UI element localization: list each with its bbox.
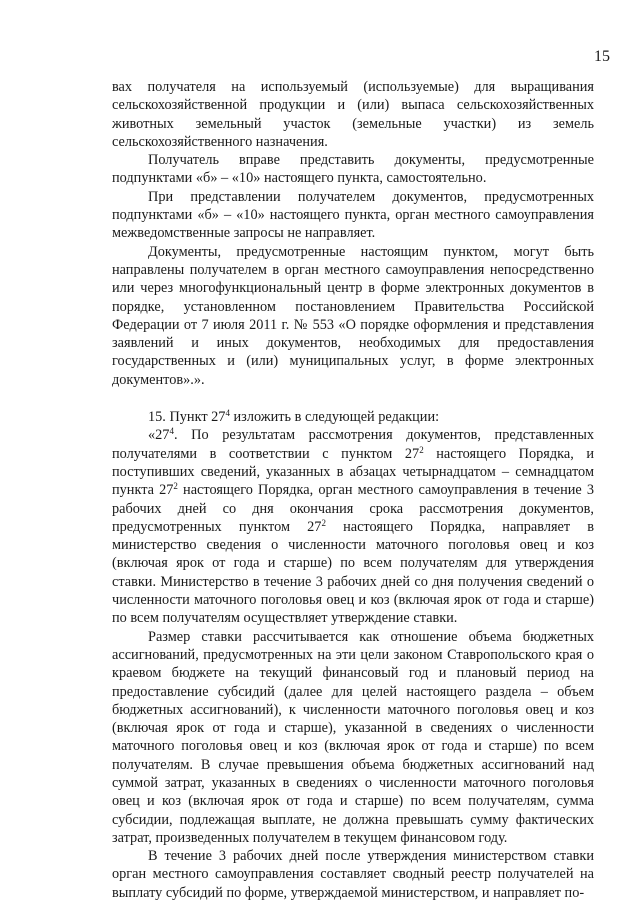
point-superscript-2: 2 [419,444,424,455]
paragraph-summary-register: В течение 3 рабочих дней после утверждения министерством ставки орган местного самоуправления составляет сводный реестр получателей на выплату субсидий по форме, утверждаемой министерством, и направляет по- [112,848,594,901]
page-number: 15 [594,48,610,65]
item-15-text-b: изложить в следующей редакции: [229,409,440,426]
point-superscript-3: 2 [173,481,178,492]
paragraph-point-27-4 [112,426,594,627]
item-15-superscript: 4 [225,408,230,419]
point-text-2: . По результатам рассмотрения документов, представленных получателями в соответствии с пунктом 27 [112,427,594,462]
point-text-3: настоящего Порядка, и поступивших сведений, указанных в абзацах четырнадцатом – семнадцатом пункта 27 [112,445,594,499]
paragraph-item-15 [112,408,594,426]
document-body [112,78,594,902]
paragraph-no-interagency-requests: При представлении получателем документов, предусмотренных подпунктами «б» – «10» настоящего пункта, орган местного самоуправления межведомственные запросы не направляет. [112,188,594,242]
paragraph-continuation: вах получателя на используемый (используемые) для выращивания сельскохозяйственной продукции и (или) выпаса сельскохозяйственных животных земельный участок (земельные участки) из земель сельскохозяйственного назначения. [112,79,594,150]
point-superscript-4: 2 [321,517,326,528]
point-text-4: настоящего Порядка, орган местного самоуправления в течение 3 рабочих дней со дня окончания срока рассмотрения документов, предусмотренных пунктом 27 [112,482,594,535]
paragraph-rate-calculation: Размер ставки рассчитывается как отношение объема бюджетных ассигнований, предусмотренных на эти цели законом Ставропольского края о краевом бюджете на текущий финансовый год и плановый период на предоставление субсидий (далее для целей настоящего раздела – объем бюджетных ассигнований), к численности маточного поголовья овец и коз (включая ярок от года и старше), указанной в сведениях о численности маточного поголовья овец и коз (включая ярок от года и старше) по всем получателям. В случае превышения объема бюджетных ассигнований над суммой затрат, указанных в сведениях о численности маточного поголовья овец и коз (включая ярок от года и старше) по всем получателям, сумма субсидии, подлежащая выплате, не должна превышать сумму фактических затрат, произведенных получателем в текущем финансовом году. [112,628,594,846]
point-text-5: настоящего Порядка, направляет в министерство сведения о численности маточного поголовья овец и коз (включая ярок от года и старше) по всем получателям для утверждения ставки. Министерство в течение 3 рабочих дней со дня получения сведений о численности маточного поголовья овец и коз (включая ярок от года и старше) по всем получателям осуществляет утверждение ставки. [112,518,595,627]
point-text-1: «27 [148,427,170,444]
point-superscript-1: 4 [169,426,174,437]
paragraph-electronic-documents: Документы, предусмотренные настоящим пунктом, могут быть направлены получателем в орган местного самоуправления непосредственно или через многофункциональный центр в форме электронных документов в порядке, установленном постановлением Правительства Российской Федерации от 7 июля 2011 г. № 553 «О порядке оформления и представления заявлений и иных документов, необходимых для предоставления государственных и (или) муниципальных услуг, в форме электронных документов».». [112,243,594,388]
paragraph-right-to-submit: Получатель вправе представить документы, предусмотренные подпунктами «б» – «10» настоящего пункта, самостоятельно. [112,152,594,187]
item-15-text-a: 15. Пункт 27 [148,409,226,426]
